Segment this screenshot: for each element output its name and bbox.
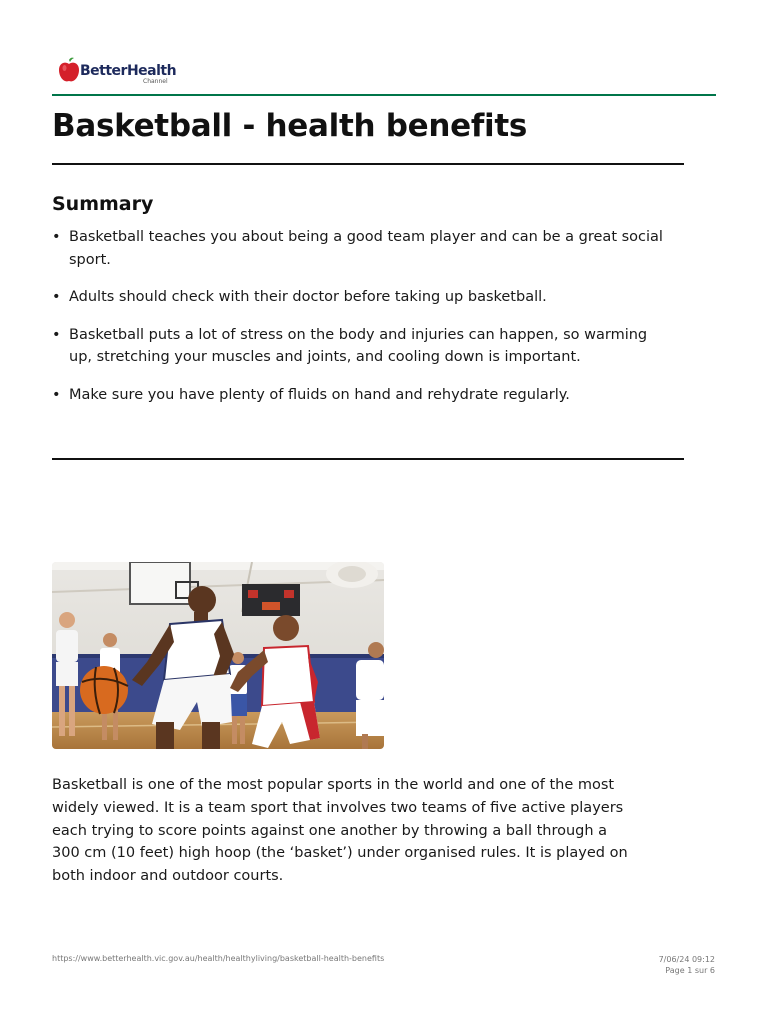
bullet-icon: • (52, 326, 61, 343)
basketball-illustration (52, 562, 384, 749)
bullet-icon: • (52, 229, 61, 245)
footer-meta (659, 954, 715, 976)
bullet-icon: • (52, 289, 61, 305)
summary-item (52, 384, 672, 407)
summary-item (52, 324, 672, 369)
header-divider (52, 94, 716, 96)
title-divider (52, 163, 684, 165)
footer-url[interactable]: https://www.betterhealth.vic.gov.au/health/healthyliving/basketball-health-benefits (52, 954, 385, 963)
summary-item (52, 286, 672, 309)
betterhealth-logo[interactable] (58, 57, 188, 85)
summary-item-text: Basketball puts a lot of stress on the body and injuries can happen, so warming up, stretching your muscles and joints, and cooling down is important. (69, 326, 648, 365)
summary-item-text: Make sure you have plenty of fluids on hand and rehydrate regularly. (69, 386, 570, 403)
basketball-photo (52, 562, 384, 749)
summary-item-text: Adults should check with their doctor before taking up basketball. (69, 289, 547, 305)
summary-heading: Summary (52, 193, 154, 215)
logo-brand-text: BetterHealth (80, 63, 177, 79)
summary-item-text: Basketball teaches you about being a good team player and can be a great social sport. (69, 229, 663, 268)
footer-page-number: Page 1 sur 6 (665, 966, 715, 975)
page-title: Basketball - health benefits (52, 108, 528, 144)
apple-icon (58, 57, 80, 83)
summary-item (52, 226, 672, 271)
intro-paragraph: Basketball is one of the most popular sports in the world and one of the most widely viewed. It is a team sport that involves two teams of five active players each trying to score points against one another by throwing a ball through a 300 cm (10 feet) high hoop (the ‘basket’) under organised rules. It is played on both indoor and outdoor courts. (52, 777, 628, 885)
bullet-icon: • (52, 386, 61, 403)
summary-divider (52, 458, 684, 460)
logo-sub-text: Channel (143, 78, 168, 85)
summary-list (52, 226, 672, 421)
footer-datetime: 7/06/24 09:12 (658, 955, 715, 964)
